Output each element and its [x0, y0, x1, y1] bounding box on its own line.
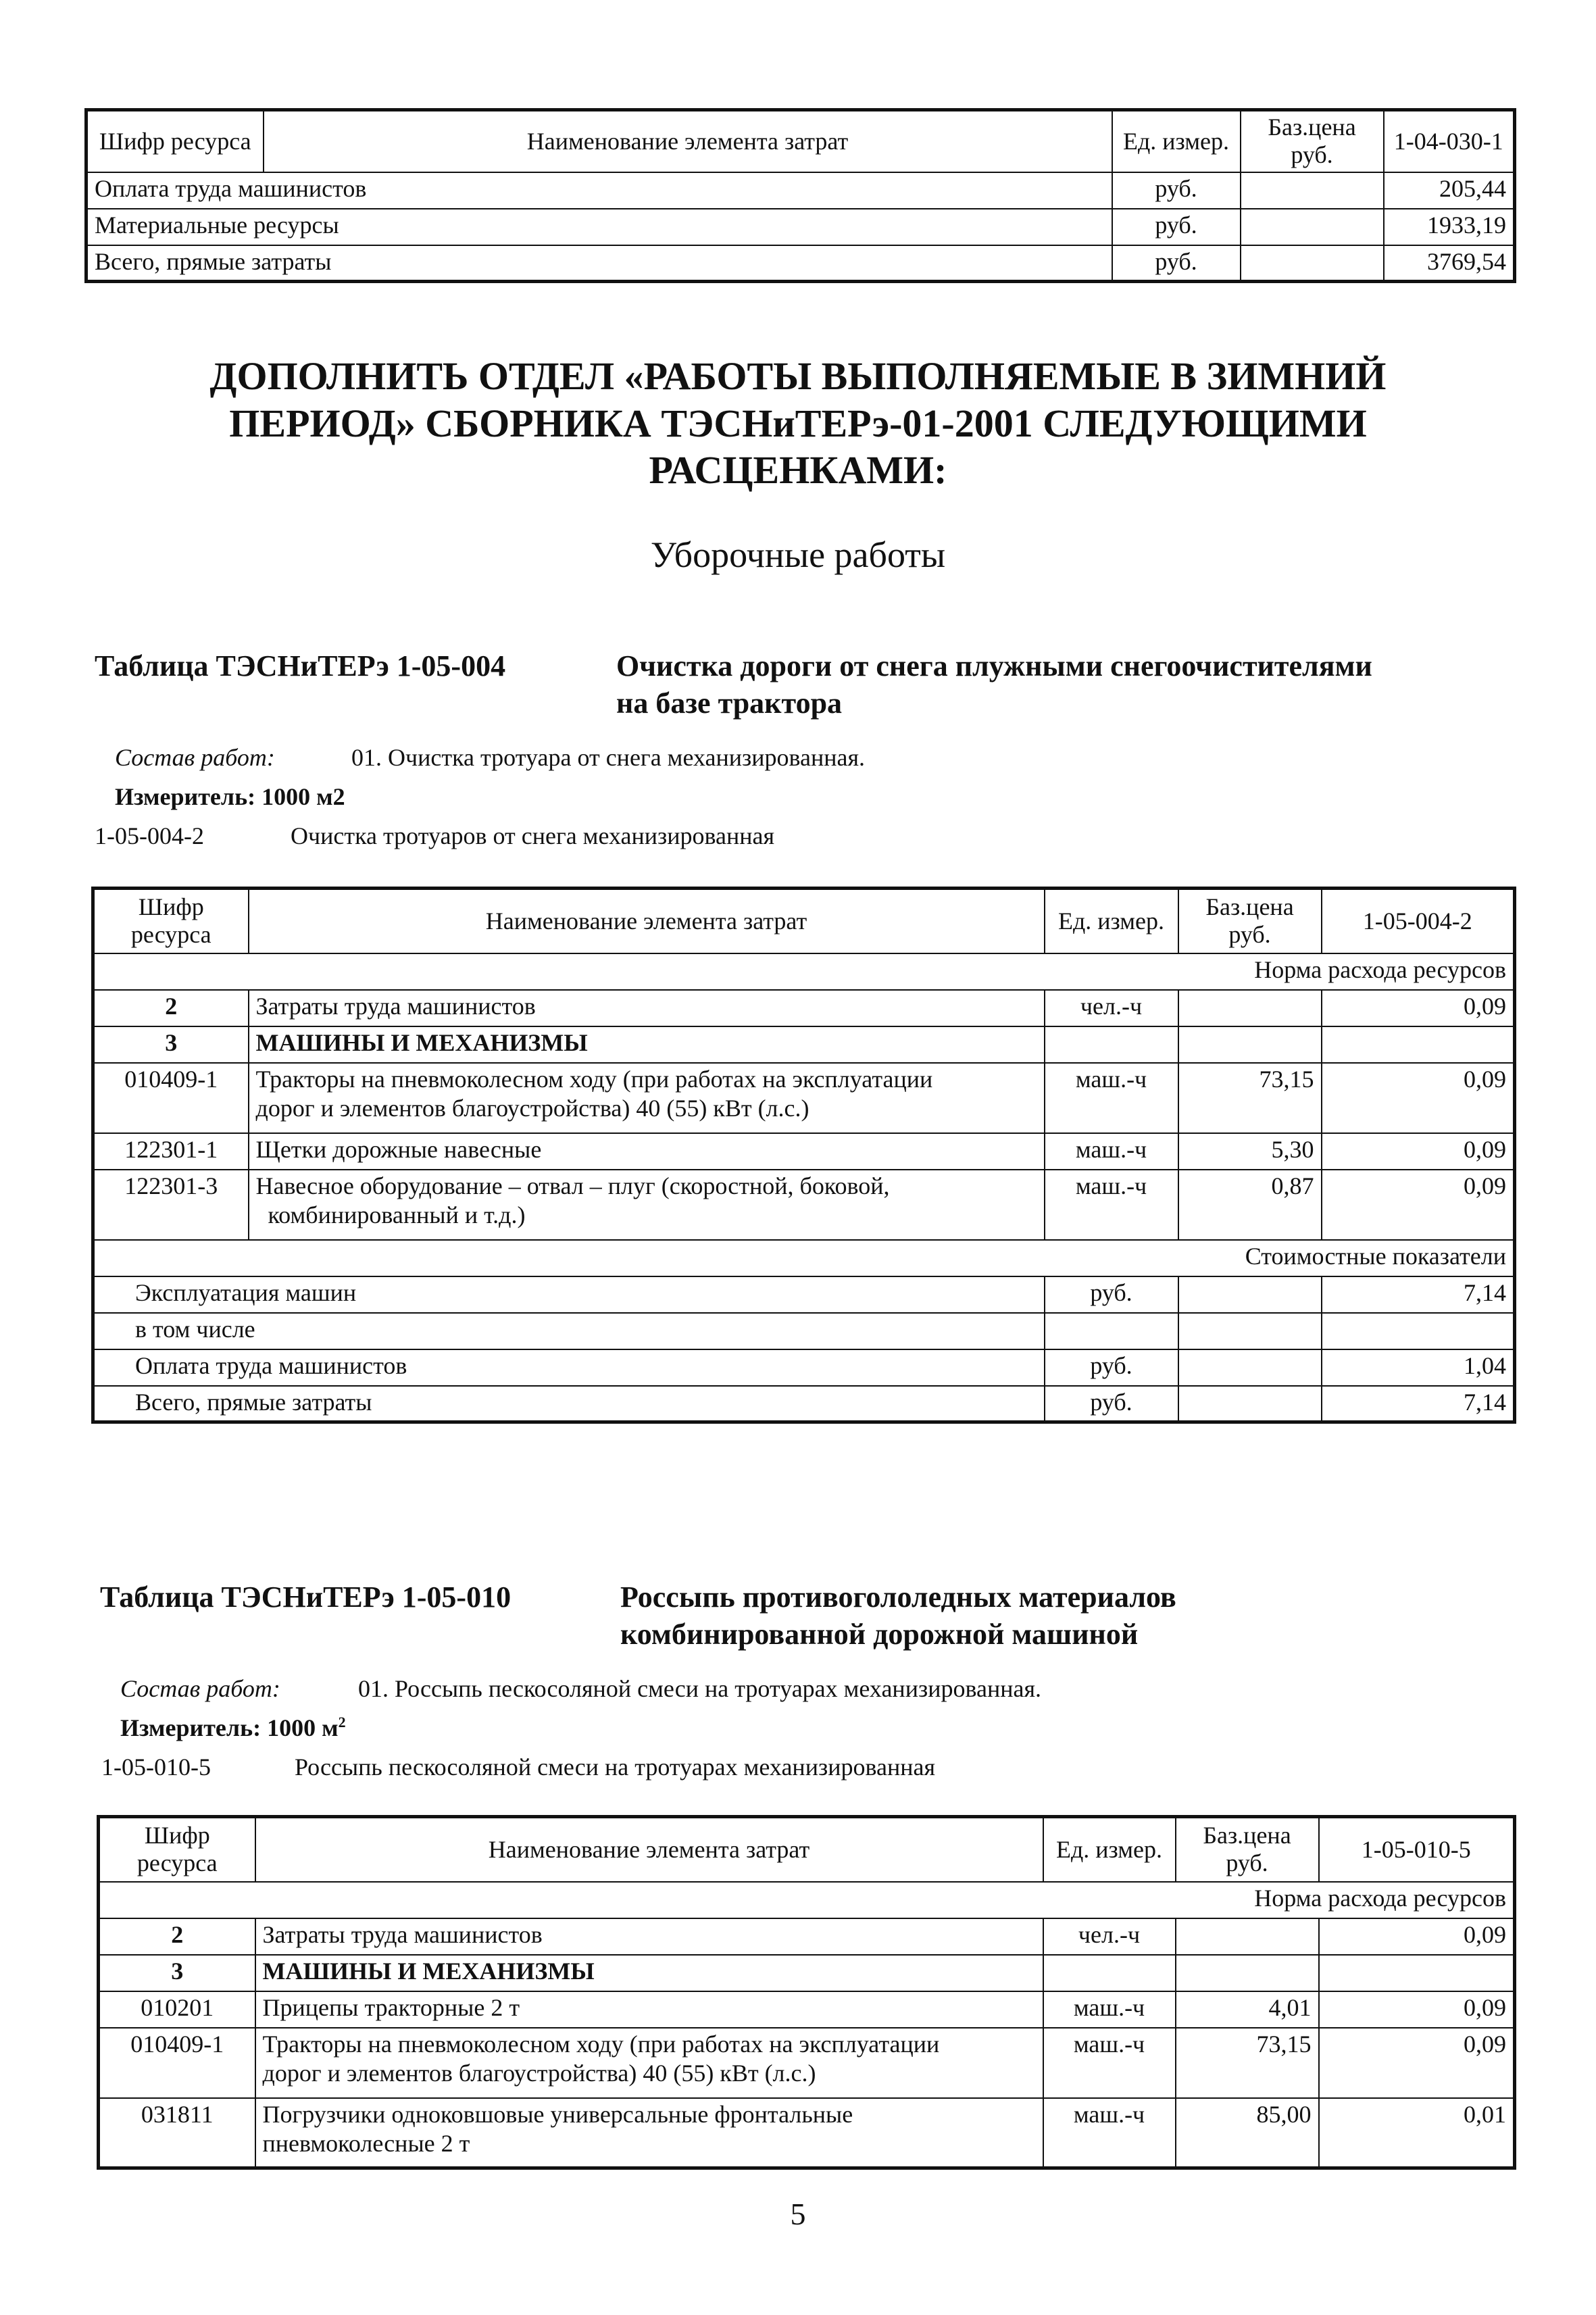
table-title	[620, 1578, 1176, 1653]
measure-text: Измеритель: 1000 м	[120, 1714, 339, 1741]
row-name: Затраты труда машинистов	[249, 990, 1045, 1026]
table-header-row	[93, 889, 1515, 953]
row-price	[1176, 1918, 1319, 1955]
header-rate-code: 1-05-010-5	[1319, 1817, 1515, 1882]
row-price	[1178, 1276, 1322, 1313]
measure-label	[120, 1714, 346, 1742]
measure-superscript: 2	[338, 1714, 346, 1731]
header-cost-element: Наименование элемента затрат	[264, 110, 1112, 172]
composition-label: Состав работ:	[115, 744, 275, 771]
header-base-price: Баз.цена руб.	[1178, 889, 1322, 953]
row-unit: маш.-ч	[1043, 2098, 1176, 2168]
row-name: МАШИНЫ И МЕХАНИЗМЫ	[249, 1026, 1045, 1063]
header-unit: Ед. измер.	[1045, 889, 1178, 953]
heading-line: ПЕРИОД» СБОРНИКА ТЭСНиТЕРэ-01-2001 СЛЕДУЮЩИМИ	[229, 401, 1367, 445]
row-unit: маш.-ч	[1043, 2028, 1176, 2098]
row-value: 0,09	[1319, 1918, 1515, 1955]
row-unit	[1045, 1313, 1178, 1349]
row-name: Эксплуатация машин	[93, 1276, 1045, 1313]
row-name: в том числе	[93, 1313, 1045, 1349]
row-name: Всего, прямые затраты	[93, 1386, 1045, 1422]
row-price: 4,01	[1176, 1991, 1319, 2028]
table-row	[93, 1133, 1515, 1170]
row-value: 0,09	[1322, 1063, 1515, 1133]
row-code: 2	[99, 1918, 255, 1955]
table-title-line: Россыпь противогололедных материалов	[620, 1580, 1176, 1614]
row-value	[1322, 1026, 1515, 1063]
row-name-line: дорог и элементов благоустройства) 40 (55) кВт (л.с.)	[255, 1094, 809, 1122]
norm-label-row	[93, 953, 1515, 990]
row-code: 010409-1	[93, 1063, 249, 1133]
subsection-heading: Уборочные работы	[650, 534, 946, 575]
row-unit: руб.	[1112, 209, 1241, 245]
row-price	[1176, 1955, 1319, 1991]
row-unit: маш.-ч	[1045, 1170, 1178, 1240]
row-value: 0,09	[1322, 990, 1515, 1026]
table-row	[93, 1170, 1515, 1240]
row-unit: руб.	[1112, 172, 1241, 209]
row-unit: маш.-ч	[1045, 1063, 1178, 1133]
top-cost-table	[84, 108, 1516, 283]
norm-label: Норма расхода ресурсов	[93, 953, 1515, 990]
row-name: МАШИНЫ И МЕХАНИЗМЫ	[255, 1955, 1043, 1991]
row-name: Затраты труда машинистов	[255, 1918, 1043, 1955]
row-unit: маш.-ч	[1043, 1991, 1176, 2028]
norm-label-row	[99, 1882, 1515, 1918]
table-row	[86, 245, 1515, 282]
row-code: 3	[93, 1026, 249, 1063]
row-code: 010201	[99, 1991, 255, 2028]
row-value: 0,09	[1319, 2028, 1515, 2098]
header-resource-code: Шифр ресурса	[86, 110, 264, 172]
row-code: 122301-3	[93, 1170, 249, 1240]
table-row	[99, 2028, 1515, 2098]
row-name: Оплата труда машинистов	[93, 1349, 1045, 1386]
row-name: Оплата труда машинистов	[86, 172, 1112, 209]
row-unit: чел.-ч	[1045, 990, 1178, 1026]
table-row	[86, 209, 1515, 245]
rate-name: Очистка тротуаров от снега механизированная	[291, 822, 775, 849]
row-unit: чел.-ч	[1043, 1918, 1176, 1955]
row-code: 2	[93, 990, 249, 1026]
table-row	[93, 1386, 1515, 1422]
table-row	[93, 1349, 1515, 1386]
row-price	[1241, 172, 1384, 209]
row-name: Щетки дорожные навесные	[249, 1133, 1045, 1170]
row-value: 0,09	[1322, 1170, 1515, 1240]
row-name	[255, 2028, 1043, 2098]
table-row	[93, 1276, 1515, 1313]
table-row	[99, 1918, 1515, 1955]
table-row	[86, 172, 1515, 209]
table-row	[93, 990, 1515, 1026]
table-row	[99, 2098, 1515, 2168]
header-cost-element: Наименование элемента затрат	[249, 889, 1045, 953]
row-price	[1241, 209, 1384, 245]
row-unit: руб.	[1045, 1276, 1178, 1313]
row-value: 1,04	[1322, 1349, 1515, 1386]
resource-table-1-05-010-5	[97, 1815, 1516, 2170]
row-value: 3769,54	[1384, 245, 1515, 282]
table-row	[99, 1955, 1515, 1991]
row-code: 031811	[99, 2098, 255, 2168]
row-unit: руб.	[1045, 1349, 1178, 1386]
page-number: 5	[790, 2197, 806, 2231]
norm-label: Норма расхода ресурсов	[99, 1882, 1515, 1918]
table-row	[93, 1063, 1515, 1133]
row-value: 0,09	[1319, 1991, 1515, 2028]
row-name: Материальные ресурсы	[86, 209, 1112, 245]
row-value: 7,14	[1322, 1276, 1515, 1313]
row-price: 0,87	[1178, 1170, 1322, 1240]
heading-line: ДОПОЛНИТЬ ОТДЕЛ «РАБОТЫ ВЫПОЛНЯЕМЫЕ В ЗИМНИЙ	[209, 354, 1387, 398]
header-cost-element: Наименование элемента затрат	[255, 1817, 1043, 1882]
measure-label: Измеритель: 1000 м2	[115, 783, 345, 810]
cost-label: Стоимостные показатели	[93, 1240, 1515, 1276]
header-rate-code: 1-05-004-2	[1322, 889, 1515, 953]
header-unit: Ед. измер.	[1043, 1817, 1176, 1882]
header-base-price: Баз.цена руб.	[1176, 1817, 1319, 1882]
table-title	[616, 647, 1372, 722]
row-unit	[1043, 1955, 1176, 1991]
row-unit	[1045, 1026, 1178, 1063]
row-name: Всего, прямые затраты	[86, 245, 1112, 282]
row-price	[1178, 1313, 1322, 1349]
table-title-line: Очистка дороги от снега плужными снегоочистителями	[616, 649, 1372, 682]
table-label: Таблица ТЭСНиТЕРэ 1-05-004	[95, 649, 506, 682]
header-base-price: Баз.цена руб.	[1241, 110, 1384, 172]
row-name: Прицепы тракторные 2 т	[255, 1991, 1043, 2028]
heading-line: РАСЦЕНКАМИ:	[649, 448, 947, 493]
row-name-line: Погрузчики одноковшовые универсальные фронтальные	[262, 2100, 853, 2128]
cost-label-row	[93, 1240, 1515, 1276]
table-header-row	[99, 1817, 1515, 1882]
header-rate-code: 1-04-030-1	[1384, 110, 1515, 172]
row-price: 73,15	[1176, 2028, 1319, 2098]
row-unit: руб.	[1045, 1386, 1178, 1422]
row-code: 122301-1	[93, 1133, 249, 1170]
table-row	[93, 1313, 1515, 1349]
table-header-row	[86, 110, 1515, 172]
table-row	[93, 1026, 1515, 1063]
row-code: 3	[99, 1955, 255, 1991]
rate-code: 1-05-004-2	[95, 822, 204, 849]
row-name	[255, 2098, 1043, 2168]
row-name	[249, 1063, 1045, 1133]
table-title-line: комбинированной дорожной машиной	[620, 1618, 1139, 1651]
composition-text: 01. Очистка тротуара от снега механизированная.	[351, 744, 866, 771]
row-name	[249, 1170, 1045, 1240]
row-name-line: Тракторы на пневмоколесном ходу (при работах на эксплуатации	[255, 1065, 933, 1093]
row-value: 7,14	[1322, 1386, 1515, 1422]
row-value: 0,09	[1322, 1133, 1515, 1170]
row-unit: руб.	[1112, 245, 1241, 282]
table-label: Таблица ТЭСНиТЕРэ 1-05-010	[100, 1580, 512, 1614]
composition-text: 01. Россыпь пескосоляной смеси на тротуарах механизированная.	[358, 1675, 1042, 1702]
row-name-line: комбинированный и т.д.)	[268, 1201, 526, 1228]
row-value: 205,44	[1384, 172, 1515, 209]
row-name-line: Навесное оборудование – отвал – плуг (скоростной, боковой,	[255, 1172, 890, 1199]
row-price: 5,30	[1178, 1133, 1322, 1170]
row-value: 0,01	[1319, 2098, 1515, 2168]
row-price	[1178, 990, 1322, 1026]
row-value: 1933,19	[1384, 209, 1515, 245]
row-price: 85,00	[1176, 2098, 1319, 2168]
row-code: 010409-1	[99, 2028, 255, 2098]
row-name-line: дорог и элементов благоустройства) 40 (55) кВт (л.с.)	[262, 2059, 816, 2087]
header-unit: Ед. измер.	[1112, 110, 1241, 172]
row-unit: маш.-ч	[1045, 1133, 1178, 1170]
resource-table-1-05-004-2	[91, 887, 1516, 1424]
section-heading	[0, 353, 1596, 494]
row-value	[1322, 1313, 1515, 1349]
rate-code: 1-05-010-5	[101, 1753, 211, 1781]
header-resource-code: Шифр ресурса	[99, 1817, 255, 1882]
row-name-line: Тракторы на пневмоколесном ходу (при работах на эксплуатации	[262, 2030, 940, 2058]
rate-name: Россыпь пескосоляной смеси на тротуарах механизированная	[295, 1753, 936, 1781]
row-price	[1178, 1386, 1322, 1422]
table-title-line: на базе трактора	[616, 687, 843, 720]
composition-label: Состав работ:	[120, 1675, 280, 1702]
row-value	[1319, 1955, 1515, 1991]
row-price	[1178, 1349, 1322, 1386]
row-price: 73,15	[1178, 1063, 1322, 1133]
row-price	[1178, 1026, 1322, 1063]
header-resource-code: Шифр ресурса	[93, 889, 249, 953]
table-row	[99, 1991, 1515, 2028]
row-price	[1241, 245, 1384, 282]
row-name-line: пневмоколесные 2 т	[262, 2129, 470, 2157]
